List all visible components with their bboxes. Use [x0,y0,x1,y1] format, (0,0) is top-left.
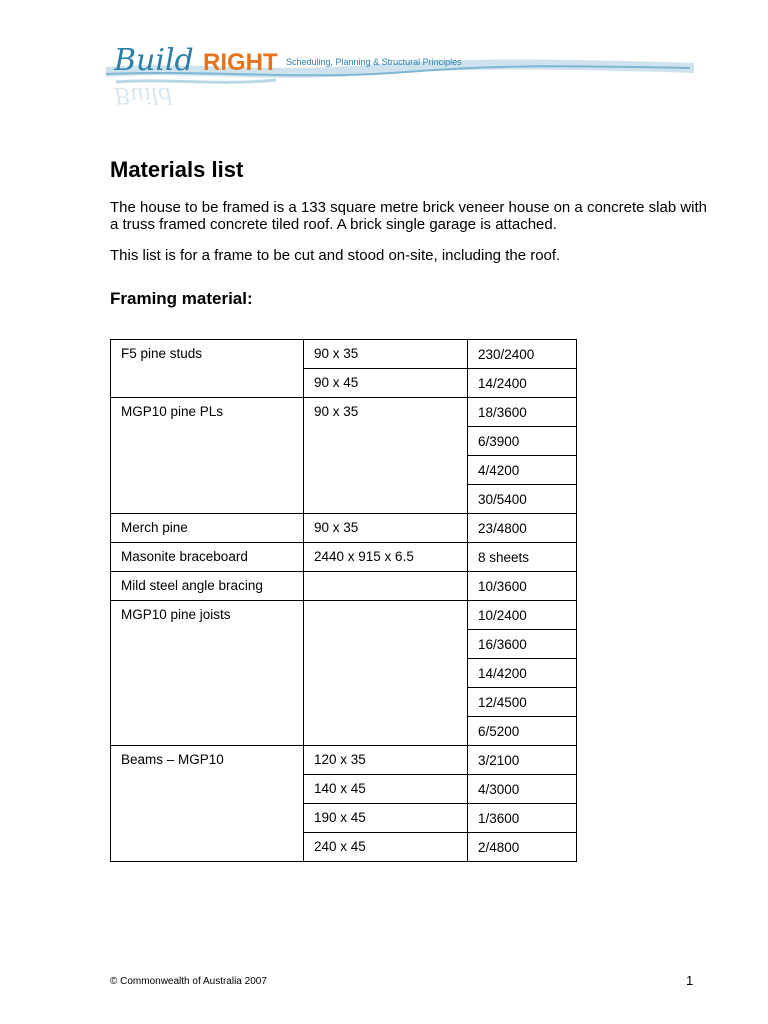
quantity-cell: 4/4200 [468,456,577,485]
banner-tagline: Scheduling, Planning & Structural Principles [286,57,462,67]
size-cell: 2440 x 915 x 6.5 [304,543,468,572]
quantity-cell: 2/4800 [468,833,577,862]
scope-paragraph: This list is for a frame to be cut and stood on-site, including the roof. [110,247,561,264]
intro-paragraph: The house to be framed is a 133 square metre brick veneer house on a concrete slab with a truss framed concrete tiled roof. A brick single garage is attached. [110,199,708,233]
quantity-cell: 3/2100 [468,746,577,775]
size-cell: 140 x 45 [304,775,468,804]
logo-reflection: Build [114,82,173,107]
table-row [111,746,577,775]
materials-table-body [111,340,577,862]
material-cell: Mild steel angle bracing [111,572,304,601]
quantity-cell: 10/3600 [468,572,577,601]
size-cell: 90 x 35 [304,514,468,543]
quantity-cell: 18/3600 [468,398,577,427]
size-cell: 120 x 35 [304,746,468,775]
material-cell: Masonite braceboard [111,543,304,572]
size-cell: 90 x 35 [304,398,468,514]
size-cell [304,601,468,746]
quantity-cell: 4/3000 [468,775,577,804]
table-row [111,514,577,543]
material-cell: Beams – MGP10 [111,746,304,862]
page-number: 1 [686,973,694,988]
quantity-cell: 14/2400 [468,369,577,398]
size-cell: 90 x 35 [304,340,468,369]
buildright-banner [106,30,694,112]
size-cell [304,572,468,601]
quantity-cell: 6/3900 [468,427,577,456]
wave-stroke-light [116,80,276,82]
page-title: Materials list [110,157,244,182]
quantity-cell: 230/2400 [468,340,577,369]
table-row [111,601,577,630]
section-heading: Framing material: [110,289,253,308]
size-cell: 90 x 45 [304,369,468,398]
table-row [111,572,577,601]
logo-script: Build [114,43,194,78]
quantity-cell: 16/3600 [468,630,577,659]
quantity-cell: 23/4800 [468,514,577,543]
size-cell: 190 x 45 [304,804,468,833]
table-row [111,543,577,572]
banner-graphic [106,30,694,112]
material-cell: Merch pine [111,514,304,543]
size-cell: 240 x 45 [304,833,468,862]
quantity-cell: 8 sheets [468,543,577,572]
table-row [111,340,577,369]
quantity-cell: 6/5200 [468,717,577,746]
quantity-cell: 30/5400 [468,485,577,514]
quantity-cell: 12/4500 [468,688,577,717]
material-cell: MGP10 pine joists [111,601,304,746]
quantity-cell: 1/3600 [468,804,577,833]
table-row [111,398,577,427]
material-cell: F5 pine studs [111,340,304,398]
logo-bold: RIGHT [203,49,278,76]
quantity-cell: 10/2400 [468,601,577,630]
material-cell: MGP10 pine PLs [111,398,304,514]
materials-table [110,339,577,862]
copyright-notice: © Commonwealth of Australia 2007 [110,976,267,987]
quantity-cell: 14/4200 [468,659,577,688]
